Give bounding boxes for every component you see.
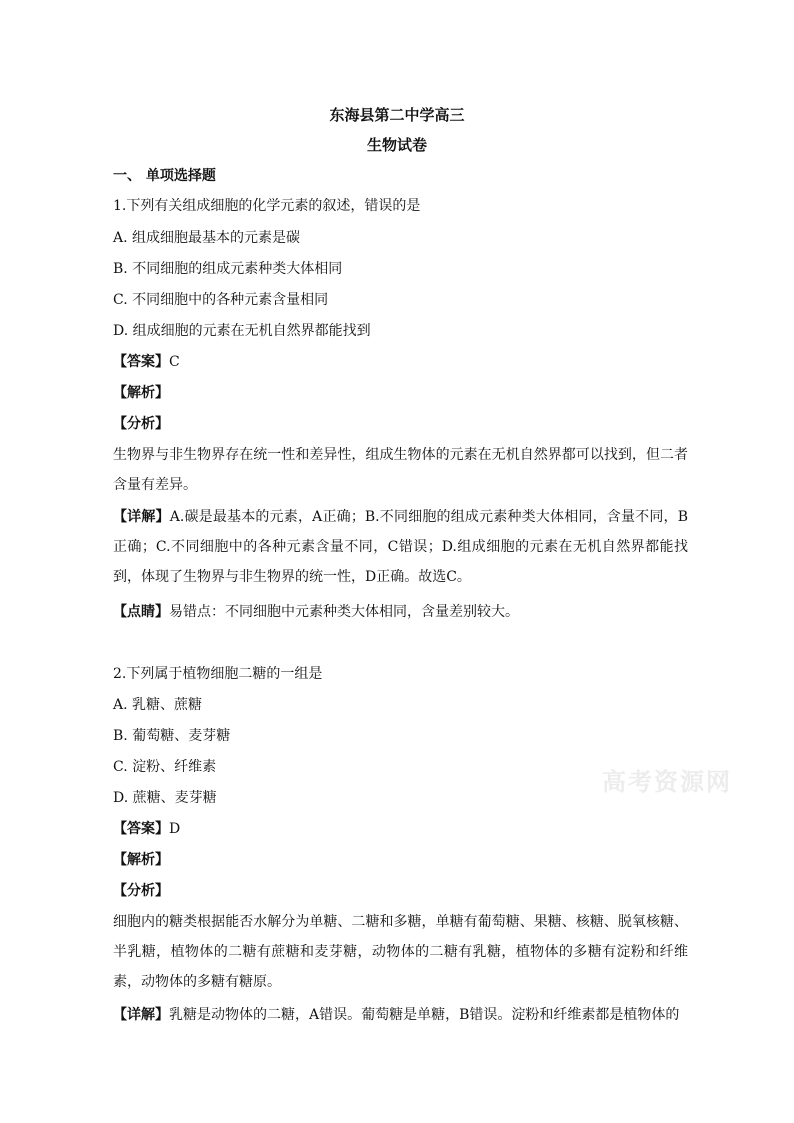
q1-option-d: D. 组成细胞的元素在无机自然界都能找到: [113, 323, 371, 339]
subject-title: 生物试卷: [366, 136, 427, 154]
dianjing-label: 【点睛】: [113, 604, 169, 620]
q2-fenxi-label: 【分析】: [113, 883, 169, 899]
q2-xiangjie: [113, 1000, 688, 1030]
answer-label: 【答案】: [113, 354, 169, 370]
q2-option-b: B. 葡萄糖、麦芽糖: [113, 728, 231, 744]
answer-value: D: [169, 821, 181, 837]
answer-label: 【答案】: [113, 821, 169, 837]
school-title: 东海县第二中学高三: [329, 106, 465, 124]
q2-fenxi-text: 细胞内的糖类根据能否水解分为单糖、二糖和多糖，单糖有葡萄糖、果糖、核糖、脱氧核糖、半乳糖，植物体的二糖有蔗糖和麦芽糖，动物体的二糖有乳糖，植物体的多糖有淀粉和纤维素，动物体的多糖有糖原。: [113, 914, 688, 990]
xiangjie-text: A.碳是最基本的元素，A正确；B.不同细胞的组成元素种类大体相同，含量不同，B正确；C.不同细胞中的各种元素含量不同，C错误；D.组成细胞的元素在无机自然界都能找到，体现了生物界与非生物界的统一性，D正确。故选C。: [113, 509, 688, 585]
q2-stem: 2.下列属于植物细胞二糖的一组是: [113, 666, 323, 682]
q2-answer: [113, 819, 688, 839]
q1-fenxi-label: 【分析】: [113, 416, 169, 432]
xiangjie-text: 乳糖是动物体的二糖，A错误。葡萄糖是单糖，B错误。淀粉和纤维素都是植物体的: [169, 1007, 680, 1023]
q1-option-a: A. 组成细胞最基本的元素是碳: [113, 230, 301, 246]
section-title: 一、 单项选择题: [113, 168, 216, 184]
q1-option-b: B. 不同细胞的组成元素种类大体相同: [113, 261, 343, 277]
q1-xiangjie: [113, 502, 688, 592]
xiangjie-label: 【详解】: [113, 1007, 169, 1023]
q1-option-c: C. 不同细胞中的各种元素含量相同: [113, 292, 329, 308]
q1-jiexi-label: 【解析】: [113, 385, 169, 401]
q2-jiexi-label: 【解析】: [113, 852, 169, 868]
q2-option-d: D. 蔗糖、麦芽糖: [113, 790, 217, 806]
q2-option-c: C. 淀粉、纤维素: [113, 759, 217, 775]
xiangjie-label: 【详解】: [113, 509, 170, 525]
q1-dianjing: [113, 602, 688, 622]
q1-fenxi-text: 生物界与非生物界存在统一性和差异性，组成生物体的元素在无机自然界都可以找到，但二者含量有差异。: [113, 447, 688, 493]
answer-value: C: [169, 354, 180, 370]
q1-answer: [113, 352, 688, 372]
q1-stem: 1.下列有关组成细胞的化学元素的叙述，错误的是: [113, 198, 421, 214]
dianjing-text: 易错点：不同细胞中元素种类大体相同，含量差别较大。: [169, 604, 519, 620]
q2-option-a: A. 乳糖、蔗糖: [113, 697, 203, 713]
watermark: 高考资源网: [602, 767, 732, 796]
